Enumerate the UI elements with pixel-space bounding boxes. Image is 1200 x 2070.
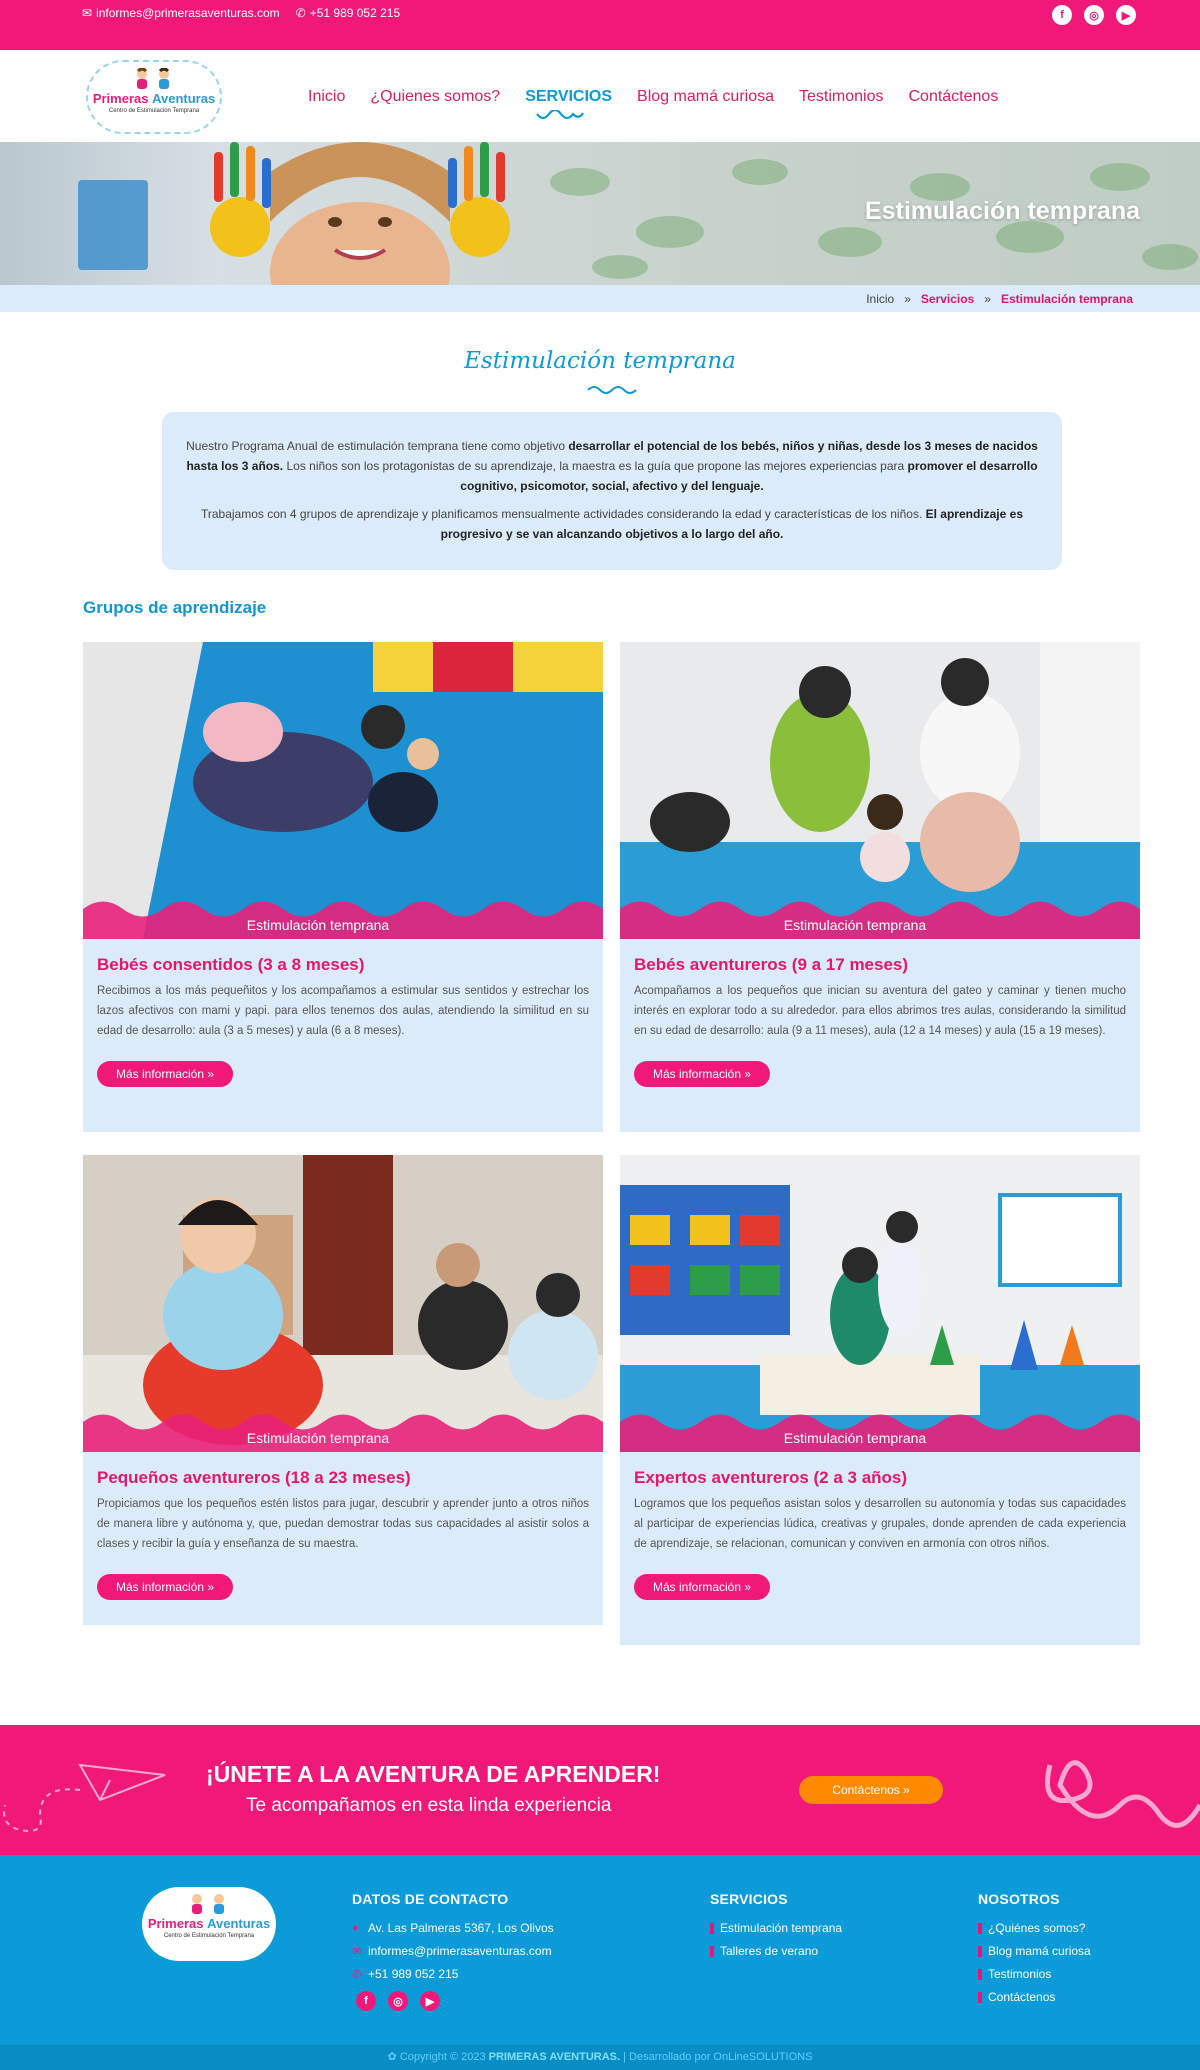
- cta-banner: [0, 1725, 1200, 1855]
- breadcrumb-home[interactable]: Inicio: [866, 292, 895, 306]
- footer-link[interactable]: Contáctenos: [978, 1990, 1091, 2004]
- nav-quienes-somos[interactable]: ¿Quienes somos?: [370, 88, 501, 105]
- footer-link[interactable]: Estimulación temprana: [710, 1921, 842, 1935]
- card-title: Bebés consentidos (3 a 8 meses): [97, 955, 365, 974]
- footer-socials: [356, 1991, 554, 2011]
- bullet-marker: [978, 1923, 982, 1934]
- whatsapp-icon: ✆: [352, 1968, 362, 1981]
- logo-title: Primeras Aventuras: [147, 1916, 271, 1931]
- top-contact: [82, 6, 400, 20]
- footer-link[interactable]: Blog mamá curiosa: [978, 1944, 1091, 1958]
- breadcrumb-separator: »: [984, 292, 991, 306]
- card-text: Recibimos a los más pequeñitos y los acompañamos a estimular sus sentidos y estrechar los lazos afectivos con mami y papi. para ellos tenemos dos aulas, atendiendo la similitud en su edad de desarrollo: aula (3 a 5 meses) y aula (6 a 8 meses).: [97, 985, 589, 1037]
- nav-inicio[interactable]: Inicio: [308, 88, 346, 105]
- groups-heading: Grupos de aprendizaje: [83, 598, 267, 617]
- footer-about: [978, 1891, 1091, 2013]
- hero-background-block: [78, 180, 148, 270]
- gear-icon: ✿: [387, 2051, 397, 2063]
- footer: [0, 1855, 1200, 2045]
- card-photo[interactable]: [620, 642, 1140, 939]
- site-logo[interactable]: [86, 60, 222, 134]
- cta-title: ¡ÚNETE A LA AVENTURA DE APRENDER!: [206, 1761, 661, 1787]
- section-title: Estimulación temprana: [464, 348, 736, 374]
- bullet-marker: [978, 1992, 982, 2003]
- youtube-icon[interactable]: ▶: [420, 1991, 440, 2011]
- top-email[interactable]: ✉ informes@primerasaventuras.com: [82, 6, 280, 20]
- footer-contact-heading: DATOS DE CONTACTO: [352, 1891, 509, 1907]
- bullet-marker: [710, 1923, 714, 1934]
- instagram-icon[interactable]: ◎: [1084, 5, 1104, 25]
- nav-testimonios[interactable]: Testimonios: [799, 88, 884, 105]
- more-info-button[interactable]: Más información »: [634, 1061, 770, 1087]
- card-tag: Estimulación temprana: [783, 1430, 927, 1446]
- card-photo[interactable]: [83, 642, 603, 939]
- copyright-bar: ✿ Copyright © 2023 PRIMERAS AVENTURAS. | Desarrollado por OnLineSOLUTIONS: [0, 2045, 1200, 2070]
- card-tag: Estimulación temprana: [246, 1430, 390, 1446]
- mail-icon: ✉: [352, 1945, 362, 1958]
- card-tag: Estimulación temprana: [783, 917, 927, 933]
- card-photo[interactable]: [83, 1155, 603, 1452]
- more-info-button[interactable]: Más información »: [97, 1061, 233, 1087]
- hero-girl-image: [200, 142, 520, 285]
- bullet-marker: [978, 1946, 982, 1957]
- group-card: [83, 1155, 603, 1625]
- top-wave: [0, 28, 1200, 52]
- top-socials: [1052, 5, 1136, 25]
- footer-logo[interactable]: [142, 1887, 276, 1961]
- top-phone[interactable]: ✆ +51 989 052 215: [295, 6, 401, 20]
- title-wave-icon: [586, 384, 638, 396]
- footer-address: ● Av. Las Palmeras 5367, Los Olivos: [352, 1921, 554, 1935]
- facebook-icon[interactable]: f: [1052, 5, 1072, 25]
- youtube-icon[interactable]: ▶: [1116, 5, 1136, 25]
- footer-email[interactable]: ✉ informes@primerasaventuras.com: [352, 1944, 552, 1958]
- more-info-button[interactable]: Más información »: [97, 1574, 233, 1600]
- card-tag: Estimulación temprana: [246, 917, 390, 933]
- breadcrumb-section[interactable]: Servicios: [920, 292, 975, 306]
- group-card: [620, 1155, 1140, 1645]
- hero-banner: [0, 142, 1200, 285]
- card-text: Logramos que los pequeños asistan solos y desarrollen su autonomía y todas sus capacidades al participar de experiencias lúdica, creativas y grupales, donde aprenden de cada experiencia de aprendizaje, se relacionan, comunican y conviven en armonía con otros niños.: [634, 1498, 1126, 1550]
- location-pin-icon: ●: [352, 1922, 359, 1934]
- breadcrumb-separator: »: [904, 292, 911, 306]
- mail-icon: ✉: [82, 6, 93, 20]
- card-text: Propiciamos que los pequeños estén listos para jugar, descubrir y aprender junto a otros niños de manera libre y autónoma y, que, puedan demostrar todas sus capacidades al asistir solos a clases y recibir la guía y enseñanza de su maestra.: [97, 1498, 589, 1550]
- intro-paragraph-1: Nuestro Programa Anual de estimulación temprana tiene como objetivo desarrollar el potencial de los bebés, niños y niñas, desde los 3 meses de nacidos hasta los 3 años. Los niños son los protagonistas de su aprendizaje, la maestra es la guía que propone las mejores experiencias para promover el desarrollo cognitivo, psicomotor, social, afectivo y del lenguaje.: [186, 439, 1038, 493]
- active-squiggle-icon: [535, 110, 585, 122]
- cta-subtitle: Te acompañamos en esta linda experiencia: [246, 1795, 612, 1816]
- more-info-button[interactable]: Más información »: [634, 1574, 770, 1600]
- card-title: Expertos aventureros (2 a 3 años): [634, 1468, 908, 1487]
- card-photo[interactable]: [620, 1155, 1140, 1452]
- facebook-icon[interactable]: f: [356, 1991, 376, 2011]
- curl-decoration-icon: [1030, 1745, 1200, 1845]
- footer-services-heading: SERVICIOS: [710, 1891, 788, 1907]
- breadcrumb: [0, 285, 1200, 312]
- footer-link[interactable]: Testimonios: [978, 1967, 1091, 1981]
- nav-contactenos[interactable]: Contáctenos: [908, 88, 999, 105]
- cta-contact-button[interactable]: Contáctenos »: [799, 1776, 943, 1804]
- top-bar: [0, 0, 1200, 50]
- nav-blog[interactable]: Blog mamá curiosa: [637, 88, 774, 105]
- card-text: Acompañamos a los pequeños que inician su aventura del gateo y caminar y tienen mucho interés en explorar todo a su alrededor. para ellos abrimos tres aulas, considerando la similitud en su edad de desarrollo: aula (9 a 11 meses), aula (12 a 14 meses) y aula (15 a 19 meses).: [634, 985, 1126, 1037]
- footer-about-heading: NOSOTROS: [978, 1891, 1060, 1907]
- bullet-marker: [978, 1969, 982, 1980]
- logo-subtitle: Centro de Estimulación Temprana: [163, 1933, 255, 1939]
- header: [0, 50, 1200, 142]
- footer-link[interactable]: Talleres de verano: [710, 1944, 842, 1958]
- whatsapp-icon: ✆: [295, 6, 306, 20]
- footer-services: [710, 1891, 842, 1967]
- intro-box: [162, 412, 1062, 570]
- bullet-marker: [710, 1946, 714, 1957]
- kids-logo-icon: [124, 68, 184, 90]
- footer-contact: [352, 1891, 554, 2011]
- main-nav: [308, 88, 1023, 106]
- kids-logo-icon: [179, 1893, 239, 1915]
- card-title: Bebés aventureros (9 a 17 meses): [634, 955, 909, 974]
- card-title: Pequeños aventureros (18 a 23 meses): [97, 1468, 411, 1487]
- instagram-icon[interactable]: ◎: [388, 1991, 408, 2011]
- footer-phone[interactable]: ✆ +51 989 052 215: [352, 1967, 459, 1981]
- intro-paragraph-2: Trabajamos con 4 grupos de aprendizaje y planificamos mensualmente actividades considerando la edad y características de los niños. El aprendizaje es progresivo y se van alcanzando objetivos a lo largo del año.: [200, 507, 1023, 541]
- logo-title: Primeras Aventuras: [92, 91, 216, 106]
- nav-servicios[interactable]: SERVICIOS: [525, 88, 612, 106]
- logo-subtitle: Centro de Estimulación Temprana: [108, 108, 200, 114]
- paper-plane-icon: [0, 1745, 170, 1845]
- hero-title: Estimulación temprana: [864, 197, 1140, 225]
- footer-link[interactable]: ¿Quiénes somos?: [978, 1921, 1091, 1935]
- breadcrumb-current: Estimulación temprana: [1000, 292, 1133, 306]
- group-card: [620, 642, 1140, 1132]
- group-card: [83, 642, 603, 1132]
